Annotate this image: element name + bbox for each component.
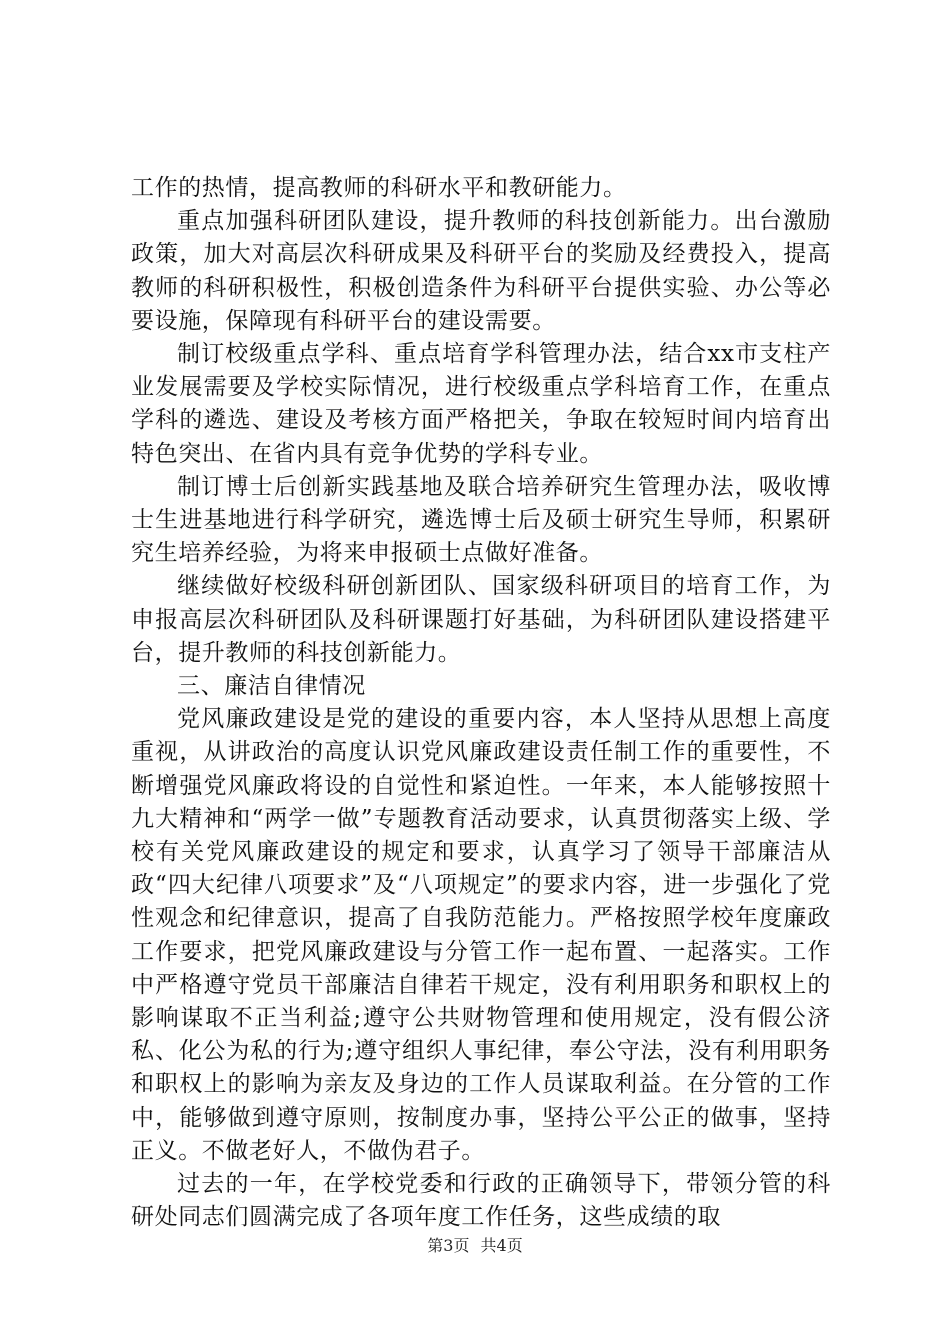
paragraph-research-team: 重点加强科研团队建设，提升教师的科技创新能力。出台激励政策，加大对高层次科研成果及科研平台的奖励及经费投入，提高教师的科研积极性，积极创造条件为科研平台提供实验、办公等必要设施，保障现有科研平台的建设需要。: [131, 208, 831, 334]
paragraph-integrity: 党风廉政建设是党的建设的重要内容，本人坚持从思想上高度重视，从讲政治的高度认识党风廉政建设责任制工作的重要性，不断增强党风廉政将设的自觉性和紧迫性。一年来，本人能够按照十九大精神和“两学一做”专题教育活动要求，认真贯彻落实上级、学校有关党风廉政建设的规定和要求，认真学习了领导干部廉洁从政“四大纪律八项要求”及“八项规定”的要求内容，进一步强化了党性观念和纪律意识，提高了自我防范能力。严格按照学校年度廉政工作要求，把党风廉政建设与分管工作一起布置、一起落实。工作中严格遵守党员干部廉洁自律若干规定，没有利用职务和职权上的影响谋取不正当利益;遵守公共财物管理和使用规定，没有假公济私、化公为私的行为;遵守组织人事纪律，奉公守法，没有利用职务和职权上的影响为亲友及身边的工作人员谋取利益。在分管的工作中，能够做到遵守原则，按制度办事，坚持公平公正的做事，坚持正义。不做老好人，不做伪君子。: [131, 706, 831, 1164]
paragraph-postdoc-base: 制订博士后创新实践基地及联合培养研究生管理办法，吸收博士生进基地进行科学研究，遴选博士后及硕士研究生导师，积累研究生培养经验，为将来申报硕士点做好准备。: [131, 473, 831, 567]
document-body: [131, 172, 831, 1235]
paragraph-key-disciplines: 制订校级重点学科、重点培育学科管理办法，结合xx市支柱产业发展需要及学校实际情况，进行校级重点学科培育工作，在重点学科的遴选、建设及考核方面严格把关，争取在较短时间内培育出特色突出、在省内具有竞争优势的学科专业。: [131, 341, 831, 467]
section-heading-integrity: 三、廉洁自律情况: [177, 673, 366, 700]
paragraph-innovation-team: 继续做好校级科研创新团队、国家级科研项目的培育工作，为申报高层次科研团队及科研课题打好基础，为科研团队建设搭建平台，提升教师的科技创新能力。: [131, 573, 831, 666]
page-total: 共4页: [480, 1236, 523, 1255]
paragraph-continuation: 工作的热情，提高教师的科研水平和教研能力。: [131, 175, 627, 201]
page-number: 第3页: [427, 1236, 470, 1255]
paragraph-past-year: 过去的一年，在学校党委和行政的正确领导下，带领分管的科研处同志们圆满完成了各项年度工作任务，这些成绩的取: [131, 1171, 831, 1231]
page-footer: [0, 1236, 950, 1256]
